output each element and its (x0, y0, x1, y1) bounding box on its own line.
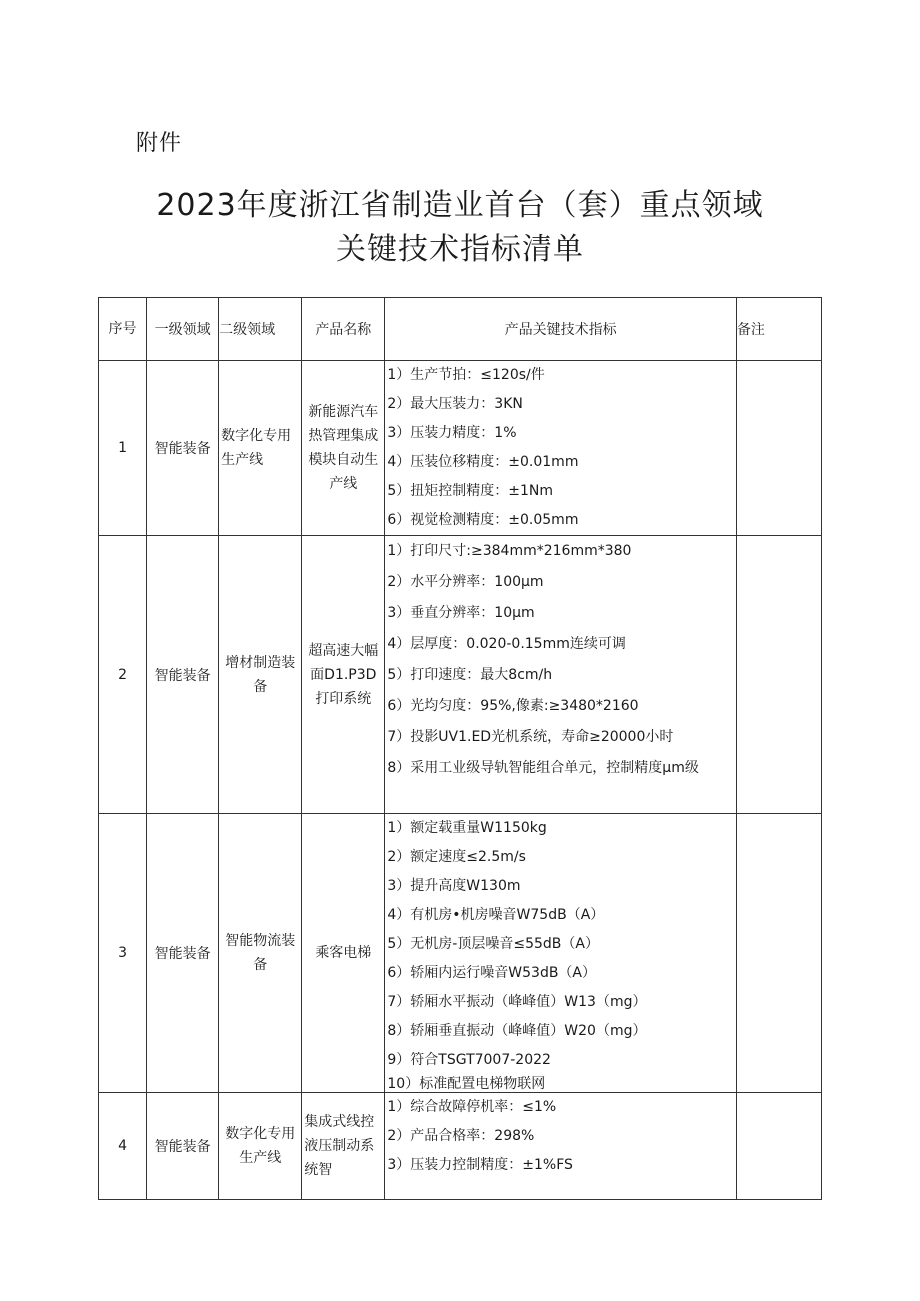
spec-item: 2）额定速度≤2.5m∕s (387, 849, 526, 865)
row-note (736, 1093, 821, 1200)
row-note (736, 814, 821, 1093)
spec-item: 4）有机房•机房噪音W75dB（A） (387, 907, 605, 923)
key-indicator-table (98, 297, 822, 1200)
row-note (736, 361, 821, 536)
spec-item: 9）符合TSGT7007-2022 (387, 1052, 551, 1068)
row-level2: 智能物流装备 (225, 933, 296, 973)
spec-item: 10）标准配置电梯物联网 (387, 1076, 546, 1091)
row-product: 乘客电梯 (315, 945, 372, 961)
spec-item: 3）提升高度W130m (387, 878, 521, 894)
document-title-line-1: 2023年度浙江省制造业首台（套）重点领域 (156, 188, 764, 223)
spec-item: 3）压装力精度：1% (387, 425, 517, 441)
spec-item: 6）轿厢内运行噪音W53dB（A） (387, 965, 597, 981)
spec-item: 5）扭矩控制精度：±1Nm (387, 483, 554, 499)
spec-item: 8）轿厢垂直振动（峰峰值）W20（mg） (387, 1023, 647, 1039)
spec-item: 7）轿厢水平振动（峰峰值）W13（mg） (387, 994, 647, 1010)
spec-item: 1）额定载重量W1150kg (387, 820, 547, 836)
header-level1: 一级领域 (147, 298, 219, 361)
row-product: 新能源汽车热管理集成模块自动生产线 (308, 404, 379, 492)
spec-list (385, 1093, 735, 1180)
spec-item: 2）产品合格率：298% (387, 1128, 535, 1144)
table-row (99, 814, 822, 1093)
spec-list (385, 361, 735, 535)
document-title-line-2: 关键技术指标清单 (336, 232, 584, 267)
header-specs: 产品关键技术指标 (385, 298, 736, 361)
spec-item: 2）水平分辨率：100μm (387, 574, 544, 590)
row-level2: 数字化专用生产线 (221, 428, 292, 468)
spec-item: 1）综合故障停机率：≤1% (387, 1099, 557, 1115)
spec-item: 4）层厚度：0.020-0.15mm连续可调 (387, 636, 626, 652)
row-level1: 智能装备 (147, 536, 219, 814)
row-level1: 智能装备 (147, 814, 219, 1093)
spec-item: 1）生产节拍：≤120s∕件 (387, 367, 545, 383)
attachment-label: 附件 (136, 131, 183, 156)
row-index: 1 (99, 361, 147, 536)
row-level2: 数字化专用生产线 (225, 1126, 296, 1166)
spec-item: 5）无机房-顶层噪音≤55dB（A） (387, 936, 599, 952)
header-level2: 二级领域 (219, 298, 302, 361)
header-row (99, 298, 822, 361)
spec-item: 6）视觉检测精度：±0.05mm (387, 512, 579, 528)
spec-item: 3）压装力控制精度：±1%FS (387, 1157, 573, 1173)
spec-list (385, 814, 735, 1091)
row-level1: 智能装备 (147, 361, 219, 536)
spec-item: 5）打印速度：最大8cm∕h (387, 667, 553, 683)
row-level1: 智能装备 (147, 1093, 219, 1200)
spec-item: 8）采用工业级导轨智能组合单元，控制精度μm级 (387, 760, 699, 776)
table-row (99, 1093, 822, 1200)
header-product: 产品名称 (302, 298, 385, 361)
header-index: 序号 (99, 298, 147, 361)
spec-item: 6）光均匀度：95%,像素:≥3480*2160 (387, 698, 639, 714)
spec-item: 2）最大压装力：3KN (387, 396, 523, 412)
table-row (99, 361, 822, 536)
row-note (736, 536, 821, 814)
row-index: 3 (99, 814, 147, 1093)
header-note: 备注 (736, 298, 821, 361)
spec-list (385, 536, 735, 784)
spec-item: 1）打印尺寸:≥384mm*216mm*380 (387, 543, 632, 559)
row-product: 超高速大幅面D1.P3D打印系统 (308, 642, 379, 707)
spec-item: 4）压装位移精度：±0.01mm (387, 454, 579, 470)
table-row (99, 536, 822, 814)
spec-item: 7）投影UV1.ED光机系统，寿命≥20000小时 (387, 729, 674, 745)
row-product: 集成式线控液压制动系统智 (304, 1114, 375, 1178)
row-index: 2 (99, 536, 147, 814)
row-index: 4 (99, 1093, 147, 1200)
row-level2: 增材制造装备 (225, 654, 296, 695)
spec-item: 3）垂直分辨率：10μm (387, 605, 535, 621)
